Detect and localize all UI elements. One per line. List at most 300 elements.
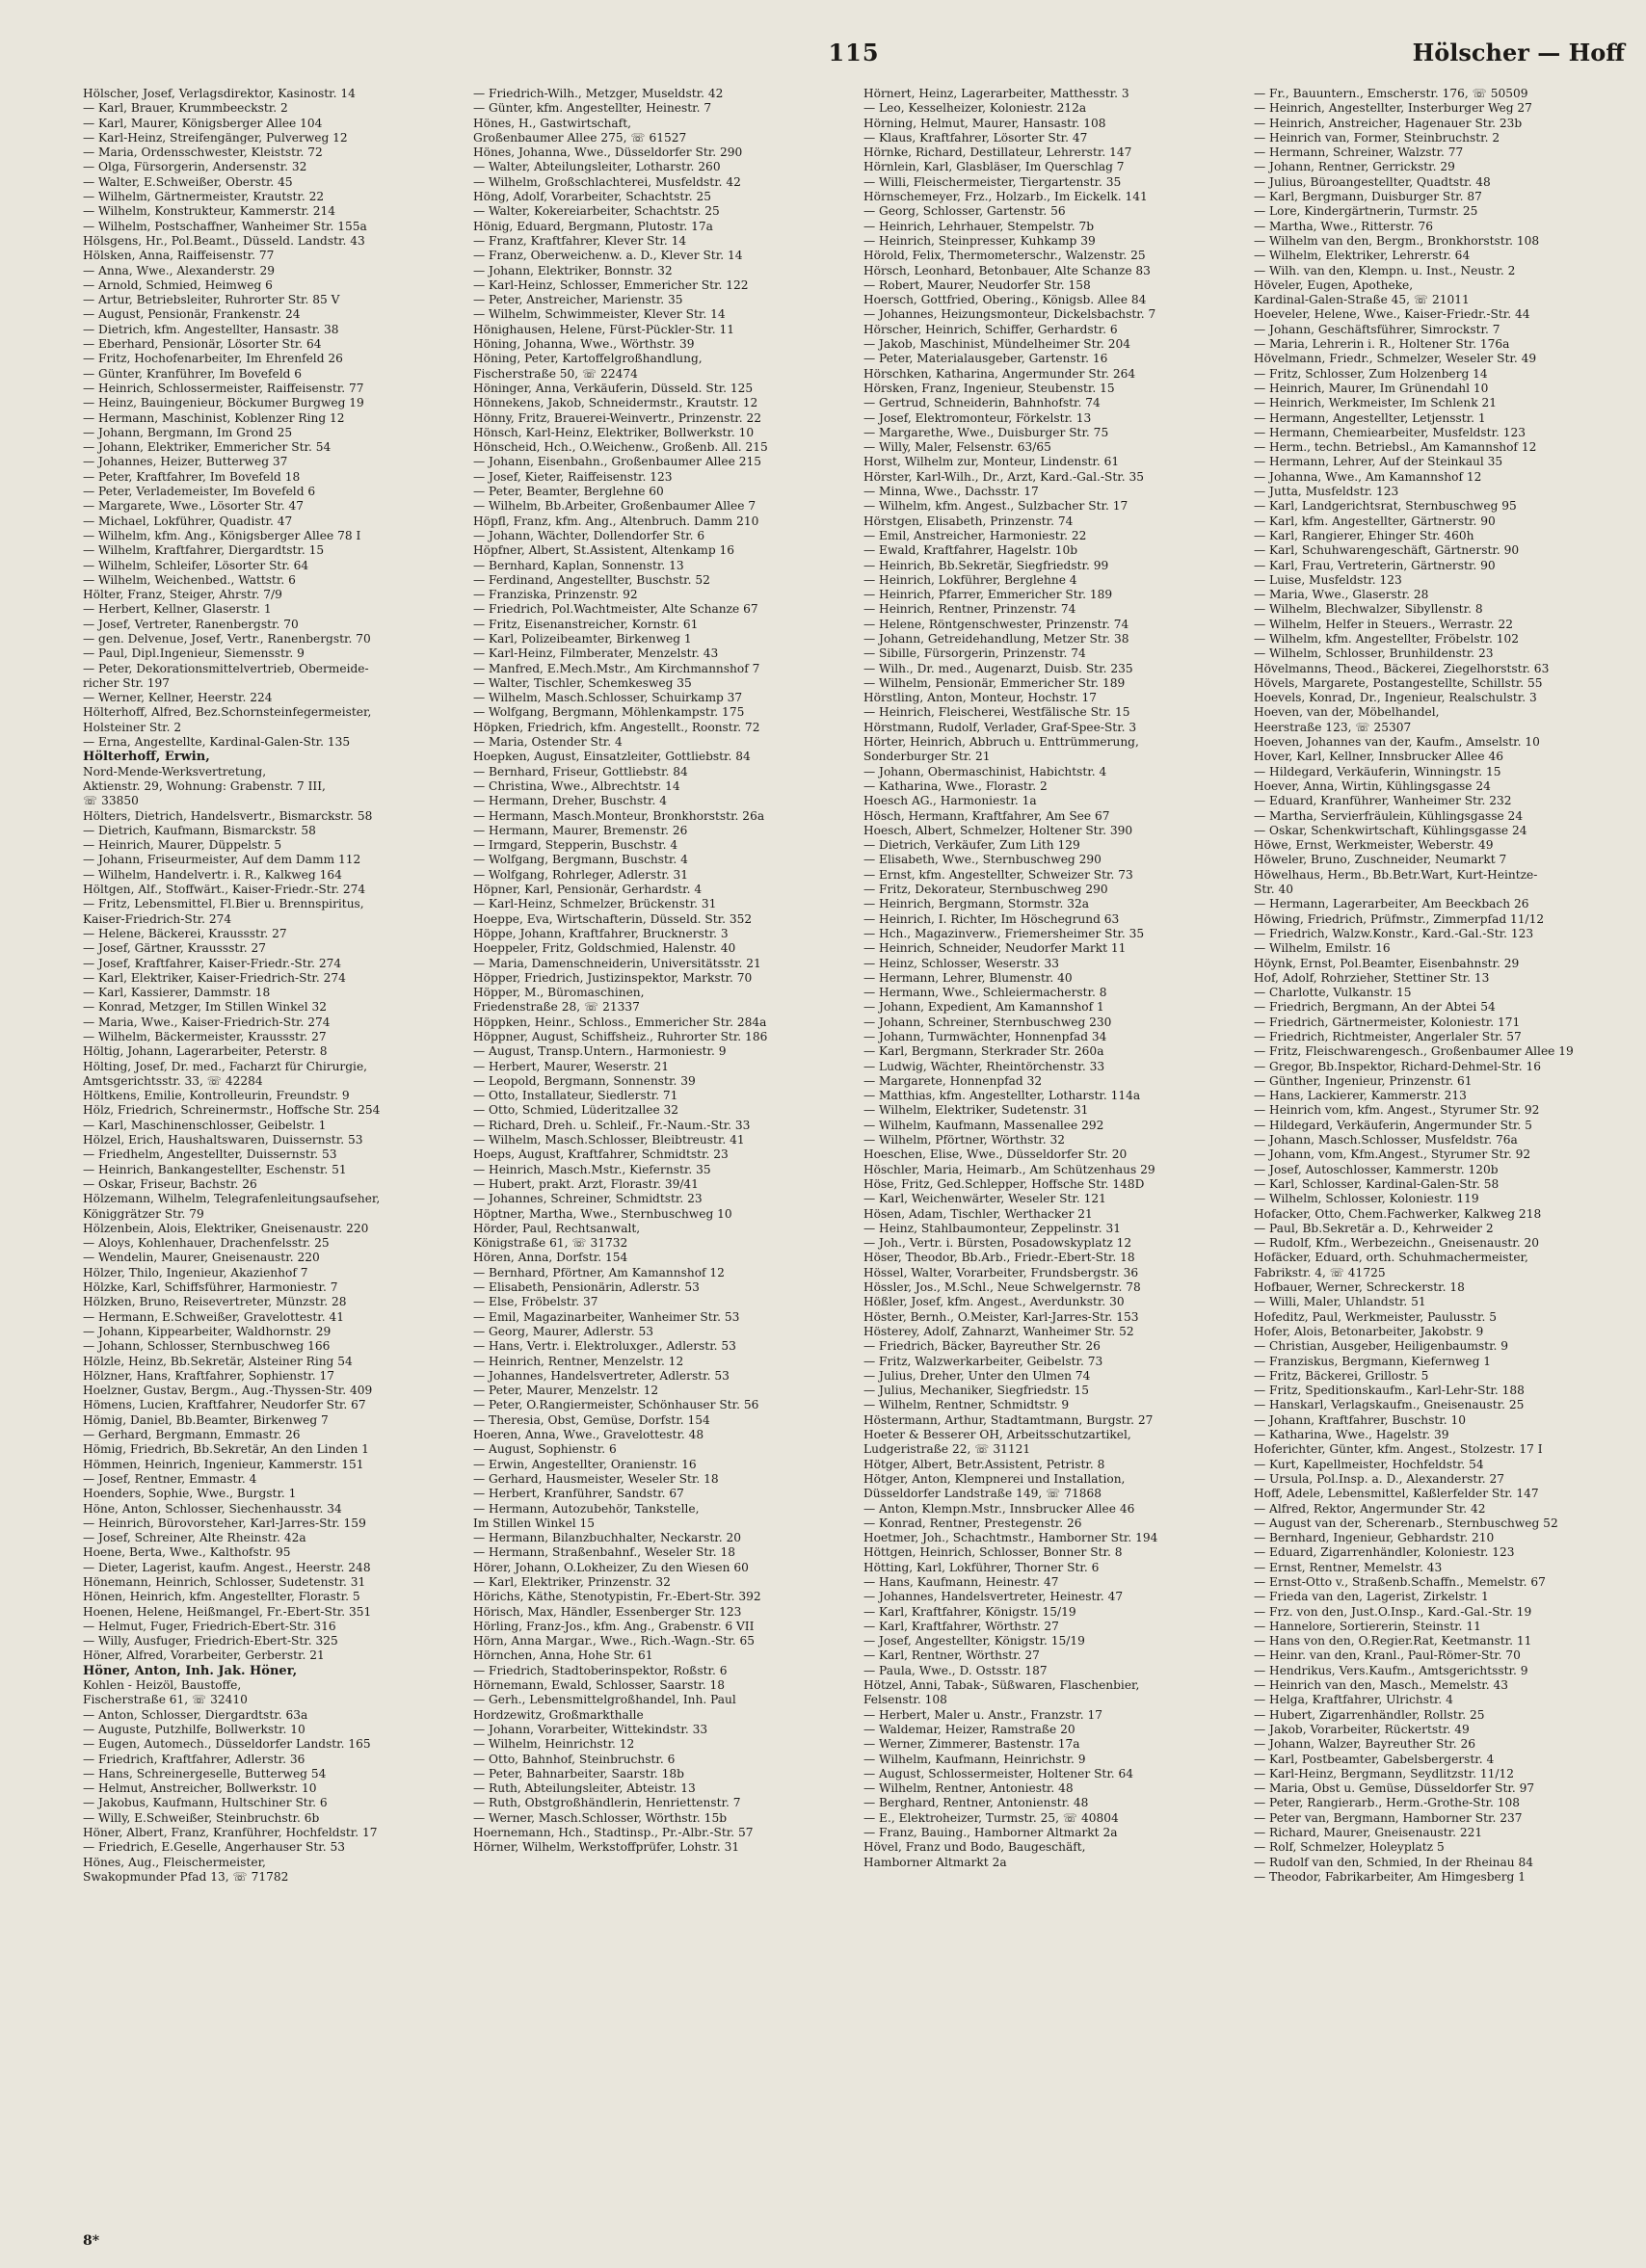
directory-entry: — Bernhard, Pförtner, Am Kamannshof 12 bbox=[473, 1265, 725, 1279]
directory-entry: Hölz, Friedrich, Schreinermstr., Hoffsche Str. 254 bbox=[83, 1103, 381, 1118]
directory-entry: — Peter, O.Rangiermeister, Schönhauser Str. 56 bbox=[473, 1398, 759, 1412]
directory-entry: Hölzke, Karl, Schiffsführer, Harmoniestr. 7 bbox=[83, 1280, 338, 1295]
directory-entry: — Wilhelm, Großschlachterei, Musfeldstr. 42 bbox=[473, 174, 741, 189]
directory-entry: — Wilhelm, kfm. Ang., Königsberger Allee 78 I bbox=[83, 528, 361, 542]
directory-entry: — Wilhelm, Kaufmann, Massenallee 292 bbox=[863, 1118, 1104, 1132]
directory-entry: — Georg, Schlosser, Gartenstr. 56 bbox=[863, 204, 1066, 219]
directory-entry: Hörold, Felix, Thermometerschr., Walzenstr. 25 bbox=[863, 249, 1146, 263]
directory-entry: — Josef, Gärtner, Kraussstr. 27 bbox=[83, 941, 267, 956]
directory-entry: — Johann, Obermaschinist, Habichtstr. 4 bbox=[863, 764, 1107, 778]
directory-entry: Hönes, Johanna, Wwe., Düsseldorfer Str. 290 bbox=[473, 145, 743, 160]
directory-entry: — Friedrich-Wilh., Metzger, Museldstr. 42 bbox=[473, 87, 724, 100]
directory-entry: Str. 40 bbox=[1254, 883, 1293, 897]
directory-entry: — Hans, Schreinergeselle, Butterweg 54 bbox=[83, 1766, 327, 1780]
directory-entry: Hörner, Wilhelm, Werkstoffprüfer, Lohstr. 31 bbox=[473, 1840, 740, 1855]
directory-entry: — Eugen, Automech., Düsseldorfer Landstr. 165 bbox=[83, 1737, 371, 1752]
directory-entry: Hoeppe, Eva, Wirtschafterin, Düsseld. Str. 352 bbox=[473, 911, 753, 926]
directory-entry: — Rolf, Schmelzer, Holeyplatz 5 bbox=[1254, 1840, 1445, 1855]
directory-entry: — Konrad, Rentner, Prestegenstr. 26 bbox=[863, 1516, 1082, 1530]
directory-entry: — Hendrikus, Vers.Kaufm., Amtsgerichtsstr. 9 bbox=[1254, 1663, 1528, 1677]
directory-entry: — Johann, Kraftfahrer, Buschstr. 10 bbox=[1254, 1412, 1466, 1427]
directory-entry: Swakopmunder Pfad 13, ☏ 71782 bbox=[83, 1869, 289, 1884]
directory-entry: Hönen, Heinrich, kfm. Angestellter, Florastr. 5 bbox=[83, 1590, 360, 1604]
directory-entry: — Wilhelm, Schlosser, Koloniestr. 119 bbox=[1254, 1192, 1479, 1206]
directory-entry: Hoersch, Gottfried, Obering., Königsb. Allee 84 bbox=[863, 293, 1147, 307]
directory-entry: Höwe, Ernst, Werkmeister, Weberstr. 49 bbox=[1254, 838, 1494, 853]
directory-entry: — Johann, Elektriker, Emmericher Str. 54 bbox=[83, 440, 332, 455]
directory-entry: — Franz, Kraftfahrer, Klever Str. 14 bbox=[473, 233, 687, 248]
directory-entry: — Walter, Kokereiarbeiter, Schachtstr. 25 bbox=[473, 204, 720, 219]
directory-entry: — Werner, Zimmerer, Bastenstr. 17a bbox=[863, 1737, 1080, 1752]
directory-entry: — Bernhard, Kaplan, Sonnenstr. 13 bbox=[473, 558, 684, 572]
directory-entry: — Friedrich, Kraftfahrer, Adlerstr. 36 bbox=[83, 1752, 305, 1766]
directory-entry: Hoferichter, Günter, kfm. Angest., Stolzestr. 17 I bbox=[1254, 1442, 1543, 1457]
directory-entry: — Hermann, Maschinist, Koblenzer Ring 12 bbox=[83, 410, 345, 425]
directory-entry: Hörnschemeyer, Frz., Holzarb., Im Eickelk. 141 bbox=[863, 190, 1148, 204]
directory-entry: — Johann, Schlosser, Sternbuschweg 166 bbox=[83, 1339, 331, 1354]
directory-entry: — Karl, Rentner, Wörthstr. 27 bbox=[863, 1648, 1040, 1663]
directory-entry: Höpper, Friedrich, Justizinspektor, Markstr. 70 bbox=[473, 970, 753, 985]
directory-entry: — Friedrich, Stadtoberinspektor, Roßstr. 6 bbox=[473, 1663, 728, 1677]
directory-entry: Höltig, Johann, Lagerarbeiter, Peterstr. 8 bbox=[83, 1044, 328, 1059]
directory-entry: — Helene, Bäckerei, Kraussstr. 27 bbox=[83, 926, 287, 940]
directory-entry: — Karl, Schlosser, Kardinal-Galen-Str. 58 bbox=[1254, 1176, 1500, 1191]
directory-entry: Hönsch, Karl-Heinz, Elektriker, Bollwerkstr. 10 bbox=[473, 425, 755, 439]
directory-entry: — Peter, Dekorationsmittelvertrieb, Obermeide- bbox=[83, 661, 369, 675]
directory-entry: — Hermann, Wwe., Schleiermacherstr. 8 bbox=[863, 986, 1107, 1000]
directory-entry: — Fritz, Speditionskaufm., Karl-Lehr-Str. 188 bbox=[1254, 1384, 1525, 1398]
directory-entry: — Emil, Anstreicher, Harmoniestr. 22 bbox=[863, 528, 1087, 542]
directory-entry: — Elisabeth, Wwe., Sternbuschweg 290 bbox=[863, 853, 1102, 867]
running-head: Hölscher — Hoff bbox=[1412, 39, 1625, 66]
directory-entry: — Maria, Obst u. Gemüse, Düsseldorfer Str. 97 bbox=[1254, 1781, 1535, 1796]
directory-entry: — Fritz, Fleischwarengesch., Großenbaumer Allee 19 bbox=[1254, 1044, 1574, 1059]
directory-entry: — Dieter, Lagerist, kaufm. Angest., Heerstr. 248 bbox=[83, 1560, 371, 1574]
directory-entry: Höninger, Anna, Verkäuferin, Düsseld. Str. 125 bbox=[473, 381, 754, 395]
directory-entry: — Heinrich, Lokführer, Berglehne 4 bbox=[863, 572, 1077, 587]
directory-entry: — Wilhelm, Elektriker, Lehrerstr. 64 bbox=[1254, 249, 1471, 263]
directory-entry: Hölzenbein, Alois, Elektriker, Gneisenaustr. 220 bbox=[83, 1221, 369, 1235]
directory-entry: — Artur, Betriebsleiter, Ruhrorter Str. 85 V bbox=[83, 293, 340, 307]
directory-entry: — Johannes, Handelsvertreter, Heinestr. 47 bbox=[863, 1590, 1124, 1604]
directory-entry: Hofeditz, Paul, Werkmeister, Paulusstr. 5 bbox=[1254, 1309, 1497, 1324]
directory-entry: — Margarete, Honnenpfad 32 bbox=[863, 1073, 1043, 1088]
directory-entry: — Karl-Heinz, Streifengänger, Pulverweg 12 bbox=[83, 130, 348, 145]
directory-entry: — Hermann, Lagerarbeiter, Am Beeckbach 26 bbox=[1254, 897, 1529, 911]
directory-entry: — Otto, Schmied, Lüderitzallee 32 bbox=[473, 1103, 679, 1118]
directory-entry: — Julius, Mechaniker, Siegfriedstr. 15 bbox=[863, 1384, 1090, 1398]
directory-entry: — Josef, Kraftfahrer, Kaiser-Friedr.-Str. 274 bbox=[83, 956, 342, 970]
directory-entry: Hoevels, Konrad, Dr., Ingenieur, Realschulstr. 3 bbox=[1254, 691, 1537, 705]
directory-entry: — August, Sophienstr. 6 bbox=[473, 1442, 617, 1457]
directory-entry: Höveler, Eugen, Apotheke, bbox=[1254, 277, 1414, 292]
directory-entry: Hönscheid, Hch., O.Weichenw., Großenb. All. 215 bbox=[473, 440, 768, 455]
directory-entry: Hölzner, Hans, Kraftfahrer, Sophienstr. 17 bbox=[83, 1368, 335, 1383]
directory-entry: — Friedrich, Pol.Wachtmeister, Alte Schanze 67 bbox=[473, 602, 758, 617]
directory-entry: — Wilhelm, Bb.Arbeiter, Großenbaumer Allee 7 bbox=[473, 499, 757, 514]
directory-entry: Hörnert, Heinz, Lagerarbeiter, Matthesstr. 3 bbox=[863, 87, 1129, 100]
directory-entry: — Jakob, Maschinist, Mündelheimer Str. 204 bbox=[863, 337, 1130, 352]
directory-entry: — Heinrich, Anstreicher, Hagenauer Str. 23b bbox=[1254, 116, 1523, 130]
directory-entry: Höltkens, Emilie, Kontrolleurin, Freundstr. 9 bbox=[83, 1089, 350, 1103]
directory-entry: Hofäcker, Eduard, orth. Schuhmachermeister, bbox=[1254, 1251, 1528, 1265]
directory-entry: Hölterhoff, Erwin, bbox=[83, 750, 210, 765]
directory-entry: Friedenstraße 28, ☏ 21337 bbox=[473, 1000, 640, 1015]
directory-entry: Hörichs, Käthe, Stenotypistin, Fr.-Ebert-Str. 392 bbox=[473, 1590, 761, 1604]
directory-entry: — Heinrich, Angestellter, Insterburger Weg 27 bbox=[1254, 101, 1532, 116]
directory-entry: — Theodor, Fabrikarbeiter, Am Himgesberg 1 bbox=[1254, 1869, 1526, 1884]
directory-entry: Hörer, Johann, O.Lokheizer, Zu den Wiesen 60 bbox=[473, 1560, 749, 1574]
directory-entry: — Hermann, Lehrer, Auf der Steinkaul 35 bbox=[1254, 455, 1503, 469]
directory-entry: — Herm., techn. Betriebsl., Am Kamannshof 12 bbox=[1254, 440, 1537, 455]
directory-entry: — Joh., Vertr. i. Bürsten, Posadowskyplatz 12 bbox=[863, 1236, 1132, 1251]
directory-entry: — Peter, Bahnarbeiter, Saarstr. 18b bbox=[473, 1766, 684, 1780]
directory-entry: — Heinrich, Schlossermeister, Raiffeisenstr. 77 bbox=[83, 381, 364, 395]
directory-entry: — Hermann, Chemiearbeiter, Musfeldstr. 123 bbox=[1254, 425, 1527, 439]
directory-entry: — August van der, Scherenarb., Sternbuschweg 52 bbox=[1254, 1516, 1558, 1530]
directory-entry: Hörstling, Anton, Monteur, Hochstr. 17 bbox=[863, 691, 1098, 705]
directory-entry: — Franz, Oberweichenw. a. D., Klever Str. 14 bbox=[473, 249, 743, 263]
directory-entry: — Heinrich van, Former, Steinbruchstr. 2 bbox=[1254, 130, 1500, 145]
directory-entry: — Werner, Masch.Schlosser, Wörthstr. 15b bbox=[473, 1810, 727, 1825]
directory-entry: Hösen, Adam, Tischler, Werthacker 21 bbox=[863, 1206, 1093, 1221]
directory-entry: — Hermann, Dreher, Buschstr. 4 bbox=[473, 794, 667, 808]
directory-entry: — Hermann, Lehrer, Blumenstr. 40 bbox=[863, 970, 1073, 985]
directory-entry: — Franziskus, Bergmann, Kiefernweg 1 bbox=[1254, 1354, 1492, 1368]
directory-entry: richer Str. 197 bbox=[83, 675, 171, 690]
directory-entry: — Ruth, Abteilungsleiter, Abteistr. 13 bbox=[473, 1781, 696, 1796]
directory-entry: — Hannelore, Sortiererin, Steinstr. 11 bbox=[1254, 1619, 1481, 1633]
directory-entry: — Hermann, Angestellter, Letjensstr. 1 bbox=[1254, 410, 1486, 425]
directory-entry: Hoenen, Helene, Heißmangel, Fr.-Ebert-Str. 351 bbox=[83, 1604, 372, 1619]
directory-entry: — Frz. von den, Just.O.Insp., Kard.-Gal.-Str. 19 bbox=[1254, 1604, 1532, 1619]
directory-entry: — Heinrich, Fleischerei, Westfälische Str. 15 bbox=[863, 705, 1130, 720]
directory-entry: — Wolfgang, Bergmann, Möhlenkampstr. 175 bbox=[473, 705, 745, 720]
directory-entry: — Johann, Getreidehandlung, Metzer Str. 38 bbox=[863, 631, 1129, 646]
directory-entry: — Jakob, Vorarbeiter, Rückertstr. 49 bbox=[1254, 1722, 1470, 1736]
directory-entry: — Johanna, Wwe., Am Kamannshof 12 bbox=[1254, 469, 1482, 484]
directory-entry: — Hermann, Autozubehör, Tankstelle, bbox=[473, 1501, 700, 1516]
directory-entry: — Günther, Ingenieur, Prinzenstr. 61 bbox=[1254, 1073, 1473, 1088]
directory-entry: — Josef, Schreiner, Alte Rheinstr. 42a bbox=[83, 1531, 306, 1545]
directory-entry: Hölsken, Anna, Raiffeisenstr. 77 bbox=[83, 249, 275, 263]
directory-entry: — Willi, Fleischermeister, Tiergartenstr. 35 bbox=[863, 174, 1122, 189]
directory-entry: Höschler, Maria, Heimarb., Am Schützenhaus 29 bbox=[863, 1162, 1155, 1176]
directory-entry: — Jakobus, Kaufmann, Hultschiner Str. 6 bbox=[83, 1796, 328, 1810]
directory-entry: — Dietrich, Kaufmann, Bismarckstr. 58 bbox=[83, 823, 316, 837]
directory-entry: Düsseldorfer Landstraße 149, ☏ 71868 bbox=[863, 1487, 1102, 1501]
directory-entry: Höser, Theodor, Bb.Arb., Friedr.-Ebert-Str. 18 bbox=[863, 1251, 1135, 1265]
directory-entry: — Walter, Abteilungsleiter, Lotharstr. 260 bbox=[473, 160, 721, 174]
directory-entry: Höppe, Johann, Kraftfahrer, Brucknerstr. 3 bbox=[473, 926, 729, 940]
directory-entry: Hoeven, Johannes van der, Kaufm., Amselstr. 10 bbox=[1254, 735, 1540, 750]
directory-entry: — Karl-Heinz, Bergmann, Seydlitzstr. 11/12 bbox=[1254, 1766, 1514, 1780]
directory-entry: Holsteiner Str. 2 bbox=[83, 720, 182, 734]
directory-entry: — Maria, Ordensschwester, Kleiststr. 72 bbox=[83, 145, 323, 160]
directory-entry: — Karl, Kraftfahrer, Wörthstr. 27 bbox=[863, 1619, 1059, 1633]
directory-entry: Hörstmann, Rudolf, Verlader, Graf-Spee-Str. 3 bbox=[863, 720, 1137, 734]
directory-entry: — Oskar, Schenkwirtschaft, Kühlingsgasse 24 bbox=[1254, 823, 1527, 837]
directory-entry: Hoeveler, Helene, Wwe., Kaiser-Friedr.-Str. 44 bbox=[1254, 307, 1530, 322]
directory-entry: Hölterhoff, Alfred, Bez.Schornsteinfegermeister, bbox=[83, 705, 372, 720]
directory-entry: Hof, Adolf, Rohrzieher, Stettiner Str. 13 bbox=[1254, 970, 1490, 985]
directory-entry: Hörscher, Heinrich, Schiffer, Gerhardstr. 6 bbox=[863, 322, 1118, 336]
directory-entry: Hover, Karl, Kellner, Innsbrucker Allee 46 bbox=[1254, 750, 1503, 764]
directory-entry: Höpner, Karl, Pensionär, Gerhardstr. 4 bbox=[473, 883, 703, 897]
directory-entry: — Karl, Brauer, Krummbeeckstr. 2 bbox=[83, 101, 288, 116]
directory-entry: — Friedrich, Bäcker, Bayreuther Str. 26 bbox=[863, 1339, 1101, 1354]
directory-entry: Hoelzner, Gustav, Bergm., Aug.-Thyssen-Str. 409 bbox=[83, 1384, 373, 1398]
directory-entry: — Waldemar, Heizer, Ramstraße 20 bbox=[863, 1722, 1075, 1736]
directory-entry: — Wilhelm, Gärtnermeister, Krautstr. 22 bbox=[83, 190, 325, 204]
directory-entry: Sonderburger Str. 21 bbox=[863, 750, 991, 764]
directory-entry: — Johann, Masch.Schlosser, Musfeldstr. 76a bbox=[1254, 1133, 1518, 1147]
directory-entry: — Heinrich, Bergmann, Stormstr. 32a bbox=[863, 897, 1089, 911]
directory-entry: — Wilhelm, Bäckermeister, Kraussstr. 27 bbox=[83, 1030, 327, 1043]
directory-entry: — Minna, Wwe., Dachsstr. 17 bbox=[863, 485, 1039, 499]
directory-entry: — Wilhelm, Pensionär, Emmericher Str. 189 bbox=[863, 675, 1126, 690]
directory-entry: Hörstgen, Elisabeth, Prinzenstr. 74 bbox=[863, 514, 1074, 528]
directory-entry: — Theresia, Obst, Gemüse, Dorfstr. 154 bbox=[473, 1412, 710, 1427]
directory-entry: — Hermann, Bilanzbuchhalter, Neckarstr. 20 bbox=[473, 1531, 742, 1545]
directory-entry: Höltgen, Alf., Stoffwärt., Kaiser-Friedr.-Str. 274 bbox=[83, 883, 366, 897]
directory-entry: — Paul, Bb.Sekretär a. D., Kehrweider 2 bbox=[1254, 1221, 1494, 1235]
directory-entry: — Karl-Heinz, Schlosser, Emmericher Str. 122 bbox=[473, 277, 749, 292]
directory-entry: — Maria, Wwe., Glaserstr. 28 bbox=[1254, 588, 1429, 602]
directory-entry: — Gertrud, Schneiderin, Bahnhofstr. 74 bbox=[863, 396, 1101, 410]
directory-entry: — Wilhelm, Postschaffner, Wanheimer Str. 155a bbox=[83, 219, 367, 233]
directory-entry: Höner, Albert, Franz, Kranführer, Hochfeldstr. 17 bbox=[83, 1826, 378, 1840]
directory-entry: — Hans von den, O.Regier.Rat, Keetmanstr. 11 bbox=[1254, 1634, 1532, 1648]
directory-entry: — Herbert, Kranführer, Sandstr. 67 bbox=[473, 1487, 684, 1501]
directory-entry: Hösch, Hermann, Kraftfahrer, Am See 67 bbox=[863, 808, 1110, 823]
directory-entry: — Elisabeth, Pensionärin, Adlerstr. 53 bbox=[473, 1280, 700, 1295]
directory-entry: — Wilhelm, Rentner, Schmidtstr. 9 bbox=[863, 1398, 1070, 1412]
directory-entry: — Willy, Maler, Felsenstr. 63/65 bbox=[863, 440, 1051, 455]
directory-entry: — Hermann, E.Schweißer, Gravelottestr. 41 bbox=[83, 1309, 344, 1324]
directory-entry: Hordzewitz, Großmarkthalle bbox=[473, 1707, 644, 1722]
directory-entry: — Berghard, Rentner, Antonienstr. 48 bbox=[863, 1796, 1089, 1810]
directory-entry: — Karl-Heinz, Filmberater, Menzelstr. 43 bbox=[473, 646, 719, 661]
directory-entry: — Heinr. van den, Kranl., Paul-Römer-Str. 70 bbox=[1254, 1648, 1521, 1663]
directory-entry: Hoernemann, Hch., Stadtinsp., Pr.-Albr.-Str. 57 bbox=[473, 1826, 754, 1840]
directory-entry: — Fritz, Walzwerkarbeiter, Geibelstr. 73 bbox=[863, 1354, 1103, 1368]
directory-entry: — Hermann, Straßenbahnf., Weseler Str. 18 bbox=[473, 1545, 736, 1560]
directory-entry: — Johannes, Handelsvertreter, Adlerstr. 53 bbox=[473, 1368, 730, 1383]
directory-entry: Hötger, Albert, Betr.Assistent, Petristr. 8 bbox=[863, 1457, 1105, 1471]
directory-entry: — Ernst, Rentner, Memelstr. 43 bbox=[1254, 1560, 1443, 1574]
directory-entry: — Luise, Musfeldstr. 123 bbox=[1254, 572, 1402, 587]
directory-entry: ☏ 33850 bbox=[83, 794, 139, 808]
directory-entry: — Peter, Beamter, Berglehne 60 bbox=[473, 485, 664, 499]
directory-entry: Fischerstraße 50, ☏ 22474 bbox=[473, 366, 638, 381]
directory-entry: Hömens, Lucien, Kraftfahrer, Neudorfer Str. 67 bbox=[83, 1398, 366, 1412]
directory-entry: — Gerh., Lebensmittelgroßhandel, Inh. Paul bbox=[473, 1693, 736, 1707]
directory-entry: Hören, Anna, Dorfstr. 154 bbox=[473, 1251, 628, 1265]
directory-entry: — Michael, Lokführer, Quadistr. 47 bbox=[83, 514, 293, 528]
directory-entry: — Heinrich, Schneider, Neudorfer Markt 11 bbox=[863, 941, 1127, 956]
directory-entry: Höning, Peter, Kartoffelgroßhandlung, bbox=[473, 352, 703, 366]
directory-entry: — Frieda van den, Lagerist, Zirkelstr. 1 bbox=[1254, 1590, 1489, 1604]
directory-entry: — Willy, Ausfuger, Friedrich-Ebert-Str. 325 bbox=[83, 1634, 338, 1648]
directory-entry: Höweler, Bruno, Zuschneider, Neumarkt 7 bbox=[1254, 853, 1507, 867]
directory-entry: Hömig, Friedrich, Bb.Sekretär, An den Linden 1 bbox=[83, 1442, 369, 1457]
directory-entry: Hönnekens, Jakob, Schneidermstr., Krautstr. 12 bbox=[473, 396, 758, 410]
directory-entry: — Hans, Lackierer, Kammerstr. 213 bbox=[1254, 1089, 1467, 1103]
directory-entry: Höptner, Martha, Wwe., Sternbuschweg 10 bbox=[473, 1206, 732, 1221]
directory-entry: — Anna, Wwe., Alexanderstr. 29 bbox=[83, 263, 276, 277]
directory-entry: — Hubert, Zigarrenhändler, Rollstr. 25 bbox=[1254, 1707, 1485, 1722]
directory-entry: Hölzel, Erich, Haushaltswaren, Duissernstr. 53 bbox=[83, 1133, 363, 1147]
directory-entry: — Josef, Kieter, Raiffeisenstr. 123 bbox=[473, 469, 673, 484]
directory-entry: — Auguste, Putzhilfe, Bollwerkstr. 10 bbox=[83, 1722, 305, 1736]
directory-entry: — Charlotte, Vulkanstr. 15 bbox=[1254, 986, 1412, 1000]
directory-entry: — Peter, Kraftfahrer, Im Bovefeld 18 bbox=[83, 469, 301, 484]
directory-entry: — Heinrich, Masch.Mstr., Kiefernstr. 35 bbox=[473, 1162, 711, 1176]
directory-entry: Höpfner, Albert, St.Assistent, Altenkamp 16 bbox=[473, 543, 734, 558]
directory-entry: — Bernhard, Ingenieur, Gebhardstr. 210 bbox=[1254, 1531, 1495, 1545]
directory-entry: — Ernst, kfm. Angestellter, Schweizer Str. 73 bbox=[863, 867, 1133, 882]
directory-entry: — Peter, Maurer, Menzelstr. 12 bbox=[473, 1384, 659, 1398]
directory-entry: Hörder, Paul, Rechtsanwalt, bbox=[473, 1221, 641, 1235]
directory-entry: — Manfred, E.Mech.Mstr., Am Kirchmannshof 7 bbox=[473, 661, 760, 675]
directory-entry: — Peter, Verlademeister, Im Bovefeld 6 bbox=[83, 485, 316, 499]
directory-entry: — Ludwig, Wächter, Rheintörchenstr. 33 bbox=[863, 1059, 1105, 1073]
directory-entry: — Konrad, Metzger, Im Stillen Winkel 32 bbox=[83, 1000, 327, 1015]
directory-entry: Nord-Mende-Werksvertretung, bbox=[83, 764, 267, 778]
directory-entry: Hörnlein, Karl, Glasbläser, Im Querschlag 7 bbox=[863, 160, 1125, 174]
directory-entry: — Hch., Magazinverw., Friemersheimer Str. 35 bbox=[863, 926, 1145, 940]
directory-entry: — Peter, Rangierarb., Herm.-Grothe-Str. 108 bbox=[1254, 1796, 1521, 1810]
directory-entry: Königstraße 61, ☏ 31732 bbox=[473, 1236, 628, 1251]
directory-entry: — Oskar, Friseur, Bachstr. 26 bbox=[83, 1176, 257, 1191]
directory-entry: — Johann, Bergmann, Im Grond 25 bbox=[83, 425, 293, 439]
directory-entry: — Wilhelm, Heinrichstr. 12 bbox=[473, 1737, 635, 1752]
directory-entry: Hölting, Josef, Dr. med., Facharzt für Chirurgie, bbox=[83, 1059, 368, 1073]
directory-entry: — Josef, Elektromonteur, Förkelstr. 13 bbox=[863, 410, 1092, 425]
directory-entry: — Heinrich, Rentner, Prinzenstr. 74 bbox=[863, 602, 1076, 617]
directory-entry: — Fritz, Hochofenarbeiter, Im Ehrenfeld 26 bbox=[83, 352, 343, 366]
directory-entry: — Heinz, Bauingenieur, Böckumer Burgweg 19 bbox=[83, 396, 364, 410]
directory-entry: — Heinrich, Bb.Sekretär, Siegfriedstr. 99 bbox=[863, 558, 1109, 572]
directory-entry: — Hubert, prakt. Arzt, Florastr. 39/41 bbox=[473, 1176, 699, 1191]
directory-entry: — Erwin, Angestellter, Oranienstr. 16 bbox=[473, 1457, 697, 1471]
directory-entry: Kohlen - Heizöl, Baustoffe, bbox=[83, 1678, 242, 1693]
directory-entry: Fischerstraße 61, ☏ 32410 bbox=[83, 1693, 248, 1707]
directory-entry: — Lore, Kindergärtnerin, Turmstr. 25 bbox=[1254, 204, 1478, 219]
directory-entry: — Karl, Rangierer, Ehinger Str. 460h bbox=[1254, 528, 1474, 542]
directory-entry: Hölters, Dietrich, Handelsvertr., Bismarckstr. 58 bbox=[83, 808, 373, 823]
column-2 bbox=[473, 87, 844, 2206]
directory-entry: Hövel, Franz und Bodo, Baugeschäft, bbox=[863, 1840, 1086, 1855]
directory-entry: — August, Transp.Untern., Harmoniestr. 9 bbox=[473, 1044, 727, 1059]
directory-entry: — Julius, Büroangestellter, Quadtstr. 48 bbox=[1254, 174, 1491, 189]
directory-entry: — Wilh. van den, Klempn. u. Inst., Neustr. 2 bbox=[1254, 263, 1516, 277]
directory-entry: — Rudolf van den, Schmied, In der Rheinau 84 bbox=[1254, 1855, 1533, 1869]
directory-entry: Hölscher, Josef, Verlagsdirektor, Kasinostr. 14 bbox=[83, 87, 356, 100]
directory-entry: Höpper, M., Büromaschinen, bbox=[473, 986, 645, 1000]
directory-entry: — Karl, Landgerichtsrat, Sternbuschweg 95 bbox=[1254, 499, 1517, 514]
directory-entry: Felsenstr. 108 bbox=[863, 1693, 947, 1707]
directory-entry: Hoesch AG., Harmoniestr. 1a bbox=[863, 794, 1037, 808]
page-number: 115 bbox=[828, 39, 880, 66]
directory-entry: — Maria, Ostender Str. 4 bbox=[473, 735, 623, 750]
directory-entry: — Johann, vom, Kfm.Angest., Styrumer Str. 92 bbox=[1254, 1147, 1531, 1162]
directory-entry: — Maria, Damenschneiderin, Universitätsstr. 21 bbox=[473, 956, 761, 970]
directory-entry: Höster, Bernh., O.Meister, Karl-Jarres-Str. 153 bbox=[863, 1309, 1139, 1324]
directory-entry: — Robert, Maurer, Neudorfer Str. 158 bbox=[863, 277, 1091, 292]
directory-entry: Hörsken, Franz, Ingenieur, Steubenstr. 15 bbox=[863, 381, 1115, 395]
directory-entry: — Helmut, Fuger, Friedrich-Ebert-Str. 316 bbox=[83, 1619, 336, 1633]
directory-entry: — Friedrich, Gärtnermeister, Koloniestr. 171 bbox=[1254, 1015, 1521, 1029]
directory-entry: — Herbert, Kellner, Glaserstr. 1 bbox=[83, 602, 272, 617]
directory-entry: — Heinz, Stahlbaumonteur, Zeppelinstr. 31 bbox=[863, 1221, 1121, 1235]
directory-entry: Hofacker, Otto, Chem.Fachwerker, Kalkweg 218 bbox=[1254, 1206, 1542, 1221]
directory-entry: — Heinrich, Pfarrer, Emmericher Str. 189 bbox=[863, 588, 1113, 602]
directory-entry: — Johann, Rentner, Gerrickstr. 29 bbox=[1254, 160, 1455, 174]
directory-entry: Hössel, Walter, Vorarbeiter, Frundsbergstr. 36 bbox=[863, 1265, 1139, 1279]
directory-entry: — Walter, Tischler, Schemkesweg 35 bbox=[473, 675, 692, 690]
directory-entry: — Heinrich, Lehrhauer, Stempelstr. 7b bbox=[863, 219, 1095, 233]
directory-entry: Hoff, Adele, Lebensmittel, Kaßlerfelder Str. 147 bbox=[1254, 1487, 1539, 1501]
directory-entry: — Johann, Vorarbeiter, Wittekindstr. 33 bbox=[473, 1722, 708, 1736]
directory-entry: Hoepken, August, Einsatzleiter, Gottliebstr. 84 bbox=[473, 750, 751, 764]
directory-entry: — Willi, Maler, Uhlandstr. 51 bbox=[1254, 1295, 1426, 1309]
directory-entry: — Heinrich vom, kfm. Angest., Styrumer Str. 92 bbox=[1254, 1103, 1540, 1118]
directory-entry: — Friedrich, Bergmann, An der Abtei 54 bbox=[1254, 1000, 1496, 1015]
directory-entry: — Olga, Fürsorgerin, Andersenstr. 32 bbox=[83, 160, 307, 174]
directory-entry: — Richard, Maurer, Gneisenaustr. 221 bbox=[1254, 1826, 1483, 1840]
directory-entry: — Sibille, Fürsorgerin, Prinzenstr. 74 bbox=[863, 646, 1086, 661]
directory-entry: — Rudolf, Kfm., Werbezeichn., Gneisenaustr. 20 bbox=[1254, 1236, 1540, 1251]
directory-entry: — Aloys, Kohlenhauer, Drachenfelsstr. 25 bbox=[83, 1236, 330, 1251]
directory-entry: — Heinrich, Rentner, Menzelstr. 12 bbox=[473, 1354, 684, 1368]
directory-entry: — Emil, Magazinarbeiter, Wanheimer Str. 53 bbox=[473, 1309, 740, 1324]
directory-entry: Hörter, Heinrich, Abbruch u. Enttrümmerung, bbox=[863, 735, 1139, 750]
directory-entry: — Hermann, Schreiner, Walzstr. 77 bbox=[1254, 145, 1464, 160]
directory-entry: — Eduard, Kranführer, Wanheimer Str. 232 bbox=[1254, 794, 1512, 808]
directory-entry: — Alfred, Rektor, Angermunder Str. 42 bbox=[1254, 1501, 1486, 1516]
directory-entry: Hötger, Anton, Klempnerei und Installation, bbox=[863, 1471, 1126, 1486]
directory-entry: — Fritz, Lebensmittel, Fl.Bier u. Brennspiritus, bbox=[83, 897, 364, 911]
directory-entry: Hörschken, Katharina, Angermunder Str. 264 bbox=[863, 366, 1136, 381]
directory-entry: Hörnemann, Ewald, Schlosser, Saarstr. 18 bbox=[473, 1678, 725, 1693]
directory-entry: — Friedrich, Richtmeister, Angerlaler Str. 57 bbox=[1254, 1030, 1522, 1043]
directory-entry: — Hermann, Masch.Monteur, Bronkhorststr. 26a bbox=[473, 808, 765, 823]
directory-entry: Aktienstr. 29, Wohnung: Grabenstr. 7 III, bbox=[83, 778, 326, 793]
directory-entry: Hövelmann, Friedr., Schmelzer, Weseler Str. 49 bbox=[1254, 352, 1537, 366]
directory-entry: — Heinrich, I. Richter, Im Höschegrund 63 bbox=[863, 911, 1120, 926]
directory-entry: — Ferdinand, Angestellter, Buschstr. 52 bbox=[473, 572, 710, 587]
directory-entry: — Johannes, Heizer, Butterweg 37 bbox=[83, 455, 288, 469]
directory-entry: Hamborner Altmarkt 2a bbox=[863, 1855, 1007, 1869]
directory-entry: Hönes, Aug., Fleischermeister, bbox=[83, 1855, 266, 1869]
directory-entry: — Wilhelm, Elektriker, Sudetenstr. 31 bbox=[863, 1103, 1089, 1118]
directory-entry: — Herbert, Maler u. Anstr., Franzstr. 17 bbox=[863, 1707, 1102, 1722]
directory-entry: — Willy, E.Schweißer, Steinbruchstr. 6b bbox=[83, 1810, 320, 1825]
directory-entry: Hofbauer, Werner, Schreckerstr. 18 bbox=[1254, 1280, 1465, 1295]
directory-entry: — Wilhelm, Pförtner, Wörthstr. 32 bbox=[863, 1133, 1066, 1147]
directory-entry: — Karl-Heinz, Schmelzer, Brückenstr. 31 bbox=[473, 897, 717, 911]
directory-entry: — Bernhard, Friseur, Gottliebstr. 84 bbox=[473, 764, 688, 778]
directory-entry: Hörn, Anna Margar., Wwe., Rich.-Wagn.-Str. 65 bbox=[473, 1634, 756, 1648]
directory-entry: — Fritz, Dekorateur, Sternbuschweg 290 bbox=[863, 883, 1108, 897]
directory-entry: Heerstraße 123, ☏ 25307 bbox=[1254, 720, 1412, 734]
directory-entry: Höner, Anton, Inh. Jak. Höner, bbox=[83, 1663, 298, 1678]
directory-entry: Hörisch, Max, Händler, Essenberger Str. 123 bbox=[473, 1604, 742, 1619]
directory-entry: — Fritz, Bäckerei, Grillostr. 5 bbox=[1254, 1368, 1429, 1383]
directory-entry: — Wilhelm, Konstrukteur, Kammerstr. 214 bbox=[83, 204, 335, 219]
